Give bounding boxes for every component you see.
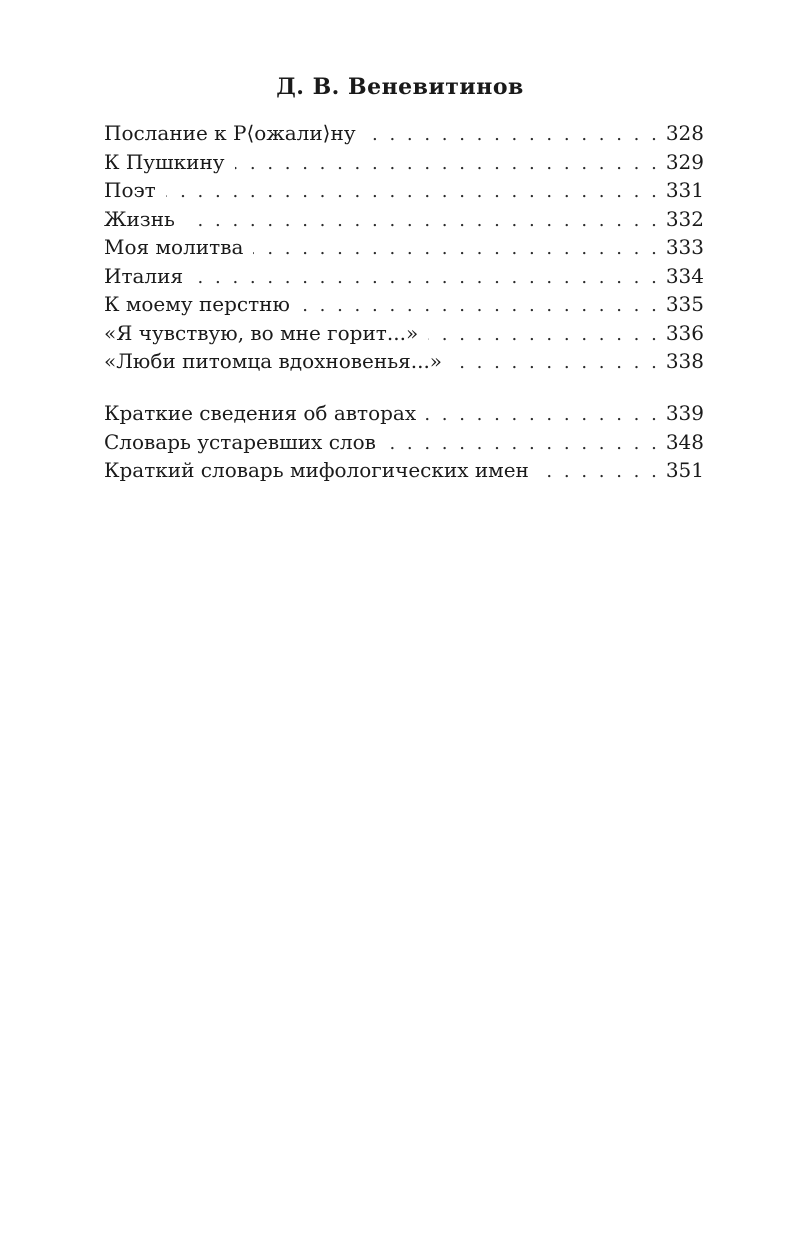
toc-entry [104, 399, 704, 428]
dot-leader [300, 292, 660, 321]
toc-entry-page: 338 [665, 349, 704, 373]
toc-entry-title: Послание к Р⟨ожали⟩ну [104, 121, 356, 145]
toc-entry-title: Жизнь [104, 206, 175, 231]
toc-entry [104, 205, 704, 234]
dot-leader [426, 401, 660, 430]
dot-leader [386, 430, 660, 459]
dot-leader [366, 121, 660, 150]
toc-entry-page: 351 [665, 458, 704, 482]
dot-leader [166, 178, 660, 207]
toc-entry-title: Краткий словарь мифологических имен [104, 458, 529, 482]
toc-entry [104, 456, 704, 485]
toc-entry [104, 290, 704, 319]
toc-entry-page: 329 [665, 149, 704, 174]
toc-entry-page: 334 [665, 263, 704, 288]
toc-entry-page: 328 [665, 121, 704, 145]
toc-entry [104, 176, 704, 205]
toc-entry-title: «Я чувствую, во мне горит...» [104, 320, 419, 345]
toc-entry [104, 319, 704, 348]
toc-entry-page: 335 [665, 292, 704, 316]
toc-entry [104, 262, 704, 291]
toc-entry-page: 336 [665, 320, 704, 345]
toc-entry-title: «Люби питомца вдохновенья...» [104, 349, 443, 373]
toc-appendix-list [104, 399, 704, 485]
toc-entry [104, 233, 704, 262]
toc-entry-title: Словарь устаревших слов [104, 429, 376, 454]
section-heading: Д. В. Веневитинов [276, 74, 524, 100]
toc-entry-page: 333 [665, 235, 704, 259]
toc-entry-title: К Пушкину [104, 149, 225, 174]
dot-leader [235, 150, 660, 179]
toc-entry-title: Италия [104, 263, 184, 288]
toc-entry [104, 119, 704, 148]
dot-leader [253, 235, 659, 264]
toc-entry-page: 339 [665, 401, 704, 425]
toc-entry-title: Поэт [104, 178, 156, 202]
toc-entry-page: 332 [665, 206, 704, 231]
dot-leader [539, 458, 660, 487]
toc-entry [104, 347, 704, 376]
dot-leader [193, 264, 660, 293]
toc-entry [104, 148, 704, 177]
toc-entry-title: К моему перстню [104, 292, 290, 316]
toc-entry-title: Краткие сведения об авторах [104, 401, 417, 425]
toc-entry-title: Моя молитва [104, 235, 244, 259]
toc-poems-list [104, 119, 704, 376]
toc-entry [104, 428, 704, 457]
toc-entry-page: 348 [665, 429, 704, 454]
toc-entry-page: 331 [665, 178, 704, 202]
dot-leader [428, 321, 660, 350]
dot-leader [452, 349, 660, 378]
dot-leader [185, 207, 660, 236]
